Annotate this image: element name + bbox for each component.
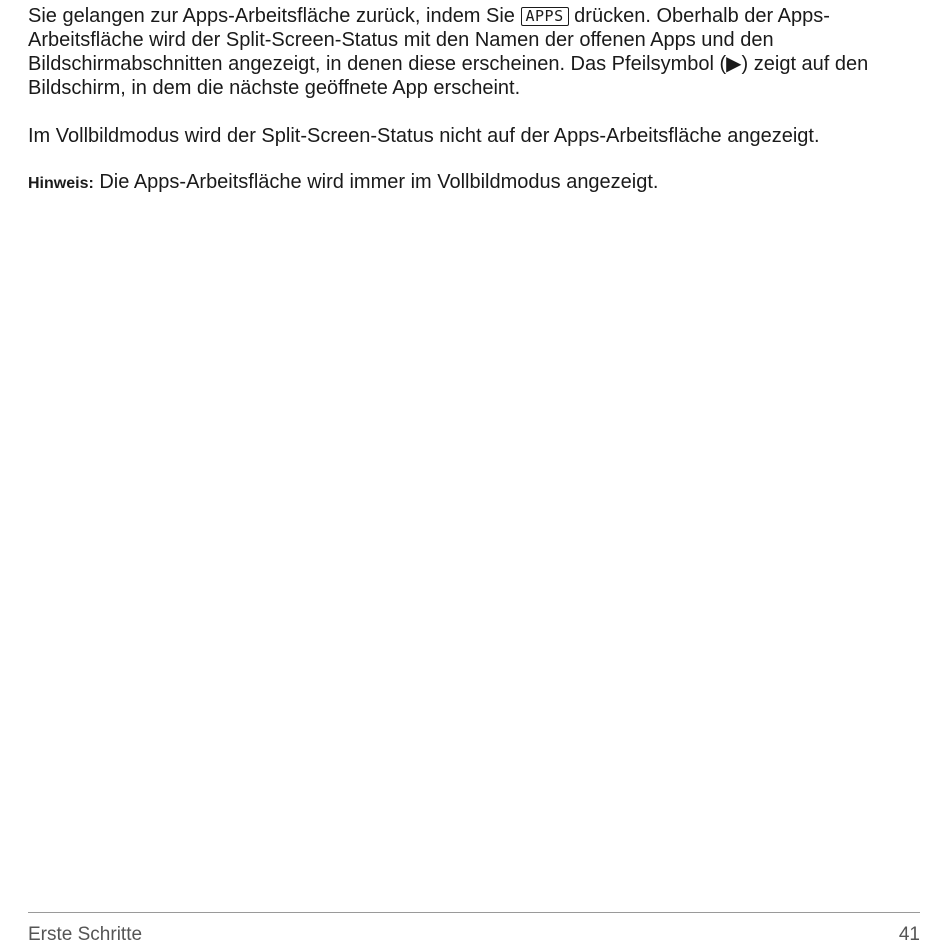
apps-key: APPS [521,7,569,26]
page-number: 41 [898,924,920,945]
paragraph-fullscreen-status: Im Vollbildmodus wird der Split-Screen-Status nicht auf der Apps-Arbeitsfläche angezeigt. [28,125,820,147]
note [28,170,928,196]
paragraph-apps-return [28,4,928,100]
note-text: Die Apps-Arbeitsfläche wird immer im Vollbildmodus angezeigt. [93,171,659,193]
footer-section-title: Erste Schritte [28,924,143,945]
note-label: Hinweis: [28,175,94,192]
paragraph-text-before-key: Sie gelangen zur Apps-Arbeitsfläche zurück, indem Sie [28,5,521,27]
footer-divider [28,912,920,913]
paragraph-text-after-key: drücken. Oberhalb der Apps-Arbeitsfläche wird der Split-Screen-Status mit den Namen der offenen Apps und den Bildschirmabschnitten angezeigt, in denen diese erscheinen. Das Pfeilsymbol (▶) zeigt auf den Bildschirm, in dem die nächste geöffnete App erscheint. [28,5,869,99]
page-content [28,4,928,196]
